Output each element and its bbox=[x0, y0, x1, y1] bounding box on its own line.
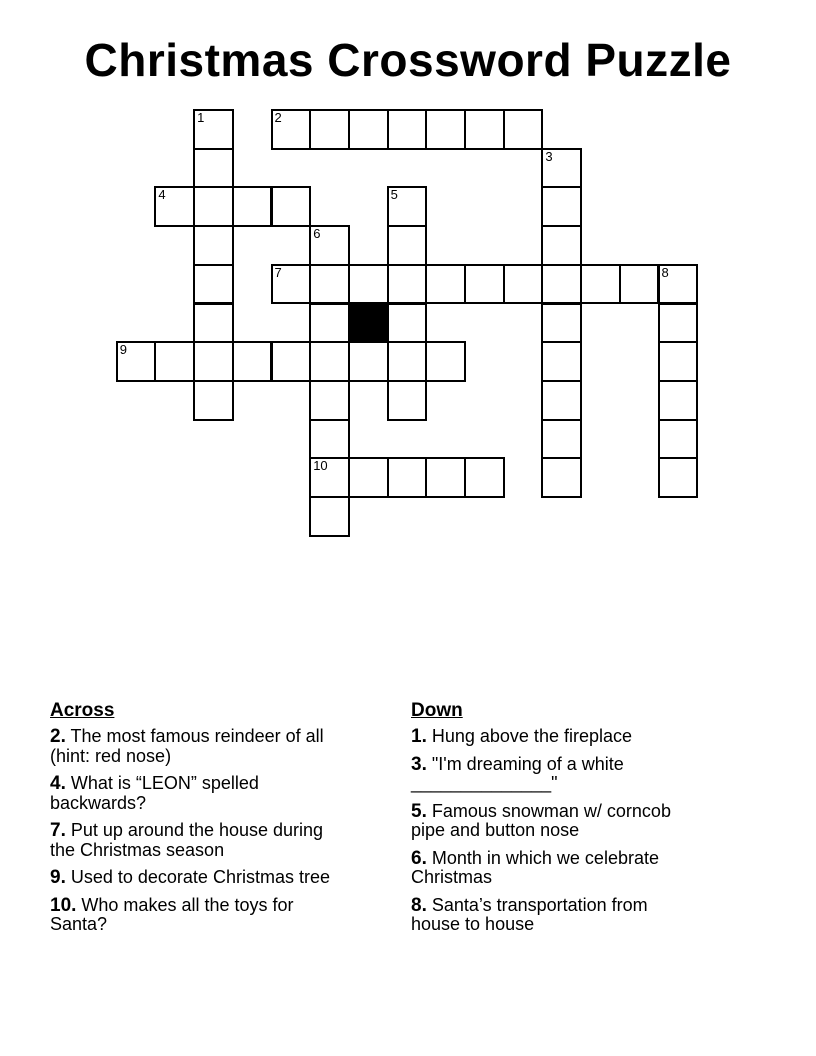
down-clue-3 bbox=[411, 755, 683, 794]
grid-cell[interactable] bbox=[387, 264, 428, 305]
across-clue-9 bbox=[50, 868, 342, 888]
cell-number-label: 4 bbox=[158, 187, 166, 203]
grid-cell[interactable] bbox=[387, 186, 428, 227]
grid-cell[interactable] bbox=[658, 341, 699, 382]
across-header: Across bbox=[50, 700, 115, 721]
grid-cell[interactable] bbox=[425, 109, 466, 150]
grid-cell[interactable] bbox=[348, 264, 389, 305]
cell-number-label: 8 bbox=[661, 264, 669, 280]
grid-cell[interactable] bbox=[541, 457, 582, 498]
cell-number-label: 10 bbox=[313, 458, 328, 474]
grid-cell[interactable] bbox=[658, 457, 699, 498]
grid-cell[interactable] bbox=[658, 380, 699, 421]
grid-cell[interactable] bbox=[387, 341, 428, 382]
grid-cell[interactable] bbox=[193, 380, 234, 421]
cell-number-label: 3 bbox=[545, 148, 553, 164]
across-clue-7 bbox=[50, 821, 342, 860]
clue-text: The most famous reindeer of all (hint: red nose) bbox=[50, 726, 324, 766]
grid-cell[interactable] bbox=[348, 341, 389, 382]
grid-cell[interactable] bbox=[541, 225, 582, 266]
grid-cell[interactable] bbox=[193, 148, 234, 189]
grid-cell[interactable] bbox=[154, 341, 195, 382]
clue-number: 3. bbox=[411, 753, 427, 775]
clue-text: Month in which we celebrate Christmas bbox=[411, 847, 659, 887]
clue-number: 5. bbox=[411, 800, 427, 822]
grid-cell[interactable] bbox=[541, 186, 582, 227]
grid-cell[interactable] bbox=[387, 225, 428, 266]
cell-number-label: 6 bbox=[313, 226, 321, 242]
down-clue-list bbox=[411, 727, 683, 935]
grid-cell[interactable] bbox=[309, 264, 350, 305]
grid-cell[interactable] bbox=[541, 380, 582, 421]
grid-cell[interactable] bbox=[271, 341, 312, 382]
grid-cell[interactable] bbox=[193, 303, 234, 344]
grid-cell[interactable] bbox=[309, 419, 350, 460]
across-clue-10 bbox=[50, 896, 342, 935]
clue-text: Who makes all the toys for Santa? bbox=[50, 894, 294, 934]
grid-cell-black bbox=[348, 303, 389, 344]
clue-number: 1. bbox=[411, 726, 427, 747]
grid-cell[interactable] bbox=[193, 109, 234, 150]
grid-cell[interactable] bbox=[193, 264, 234, 305]
clue-number: 8. bbox=[411, 894, 427, 916]
grid-cell[interactable] bbox=[425, 341, 466, 382]
grid-cell[interactable] bbox=[387, 303, 428, 344]
grid-cell[interactable] bbox=[309, 380, 350, 421]
grid-cell[interactable] bbox=[658, 419, 699, 460]
grid-cell[interactable] bbox=[541, 264, 582, 305]
grid-cell[interactable] bbox=[658, 303, 699, 344]
clue-text: "I'm dreaming of a white ______________" bbox=[411, 753, 624, 793]
clue-number: 4. bbox=[50, 773, 66, 794]
clue-text: Put up around the house during the Christmas season bbox=[50, 820, 324, 860]
grid-cell[interactable] bbox=[193, 225, 234, 266]
down-clue-5 bbox=[411, 802, 683, 841]
clue-text: Famous snowman w/ corncob pipe and button nose bbox=[411, 800, 671, 840]
clue-text: What is “LEON” spelled backwards? bbox=[50, 773, 259, 813]
clue-number: 10. bbox=[50, 894, 77, 916]
grid-cell[interactable] bbox=[425, 264, 466, 305]
grid-cell[interactable] bbox=[464, 457, 505, 498]
across-clues-section bbox=[50, 700, 342, 943]
cell-number-label: 7 bbox=[274, 264, 282, 280]
cell-number-label: 5 bbox=[390, 187, 398, 203]
grid-cell[interactable] bbox=[309, 109, 350, 150]
across-clue-2 bbox=[50, 727, 342, 766]
clue-number: 6. bbox=[411, 847, 427, 869]
grid-cell[interactable] bbox=[309, 341, 350, 382]
grid-cell[interactable] bbox=[116, 341, 157, 382]
grid-cell[interactable] bbox=[541, 148, 582, 189]
cell-number-label: 9 bbox=[119, 342, 127, 358]
grid-cell[interactable] bbox=[464, 264, 505, 305]
grid-cell[interactable] bbox=[387, 109, 428, 150]
grid-cell[interactable] bbox=[541, 303, 582, 344]
grid-cell[interactable] bbox=[503, 109, 544, 150]
grid-cell[interactable] bbox=[309, 225, 350, 266]
grid-cell[interactable] bbox=[232, 186, 273, 227]
grid-cell[interactable] bbox=[464, 109, 505, 150]
grid-cell[interactable] bbox=[309, 457, 350, 498]
grid-cell[interactable] bbox=[387, 457, 428, 498]
grid-cell[interactable] bbox=[309, 303, 350, 344]
grid-cell[interactable] bbox=[271, 264, 312, 305]
grid-cell[interactable] bbox=[541, 341, 582, 382]
grid-cell[interactable] bbox=[271, 186, 312, 227]
grid-cell[interactable] bbox=[503, 264, 544, 305]
cell-number-label: 2 bbox=[274, 110, 282, 125]
grid-cell[interactable] bbox=[193, 341, 234, 382]
clue-text: Santa’s transportation from house to house bbox=[411, 894, 648, 934]
clue-text: Hung above the fireplace bbox=[426, 726, 632, 746]
grid-cell[interactable] bbox=[387, 380, 428, 421]
grid-cell[interactable] bbox=[154, 186, 195, 227]
grid-cell[interactable] bbox=[232, 341, 273, 382]
down-clue-6 bbox=[411, 849, 683, 888]
down-header: Down bbox=[411, 700, 463, 721]
down-clues-section bbox=[411, 700, 683, 943]
down-clue-1 bbox=[411, 727, 683, 747]
grid-cell[interactable] bbox=[348, 457, 389, 498]
clue-text: Used to decorate Christmas tree bbox=[65, 867, 330, 887]
clue-number: 7. bbox=[50, 820, 66, 841]
grid-cell[interactable] bbox=[348, 109, 389, 150]
grid-cell[interactable] bbox=[619, 264, 660, 305]
down-clue-8 bbox=[411, 896, 683, 935]
clue-number: 9. bbox=[50, 867, 66, 888]
grid-cell[interactable] bbox=[193, 186, 234, 227]
grid-cell[interactable] bbox=[309, 496, 350, 537]
grid-cell[interactable] bbox=[580, 264, 621, 305]
grid-cell[interactable] bbox=[425, 457, 466, 498]
across-clue-list bbox=[50, 727, 342, 935]
clue-number: 2. bbox=[50, 726, 66, 747]
page-title: Christmas Crossword Puzzle bbox=[84, 34, 732, 86]
across-clue-4 bbox=[50, 774, 342, 813]
grid-cell[interactable] bbox=[658, 264, 699, 305]
cell-number-label: 1 bbox=[197, 110, 205, 125]
grid-cell[interactable] bbox=[271, 109, 312, 150]
grid-cell[interactable] bbox=[541, 419, 582, 460]
